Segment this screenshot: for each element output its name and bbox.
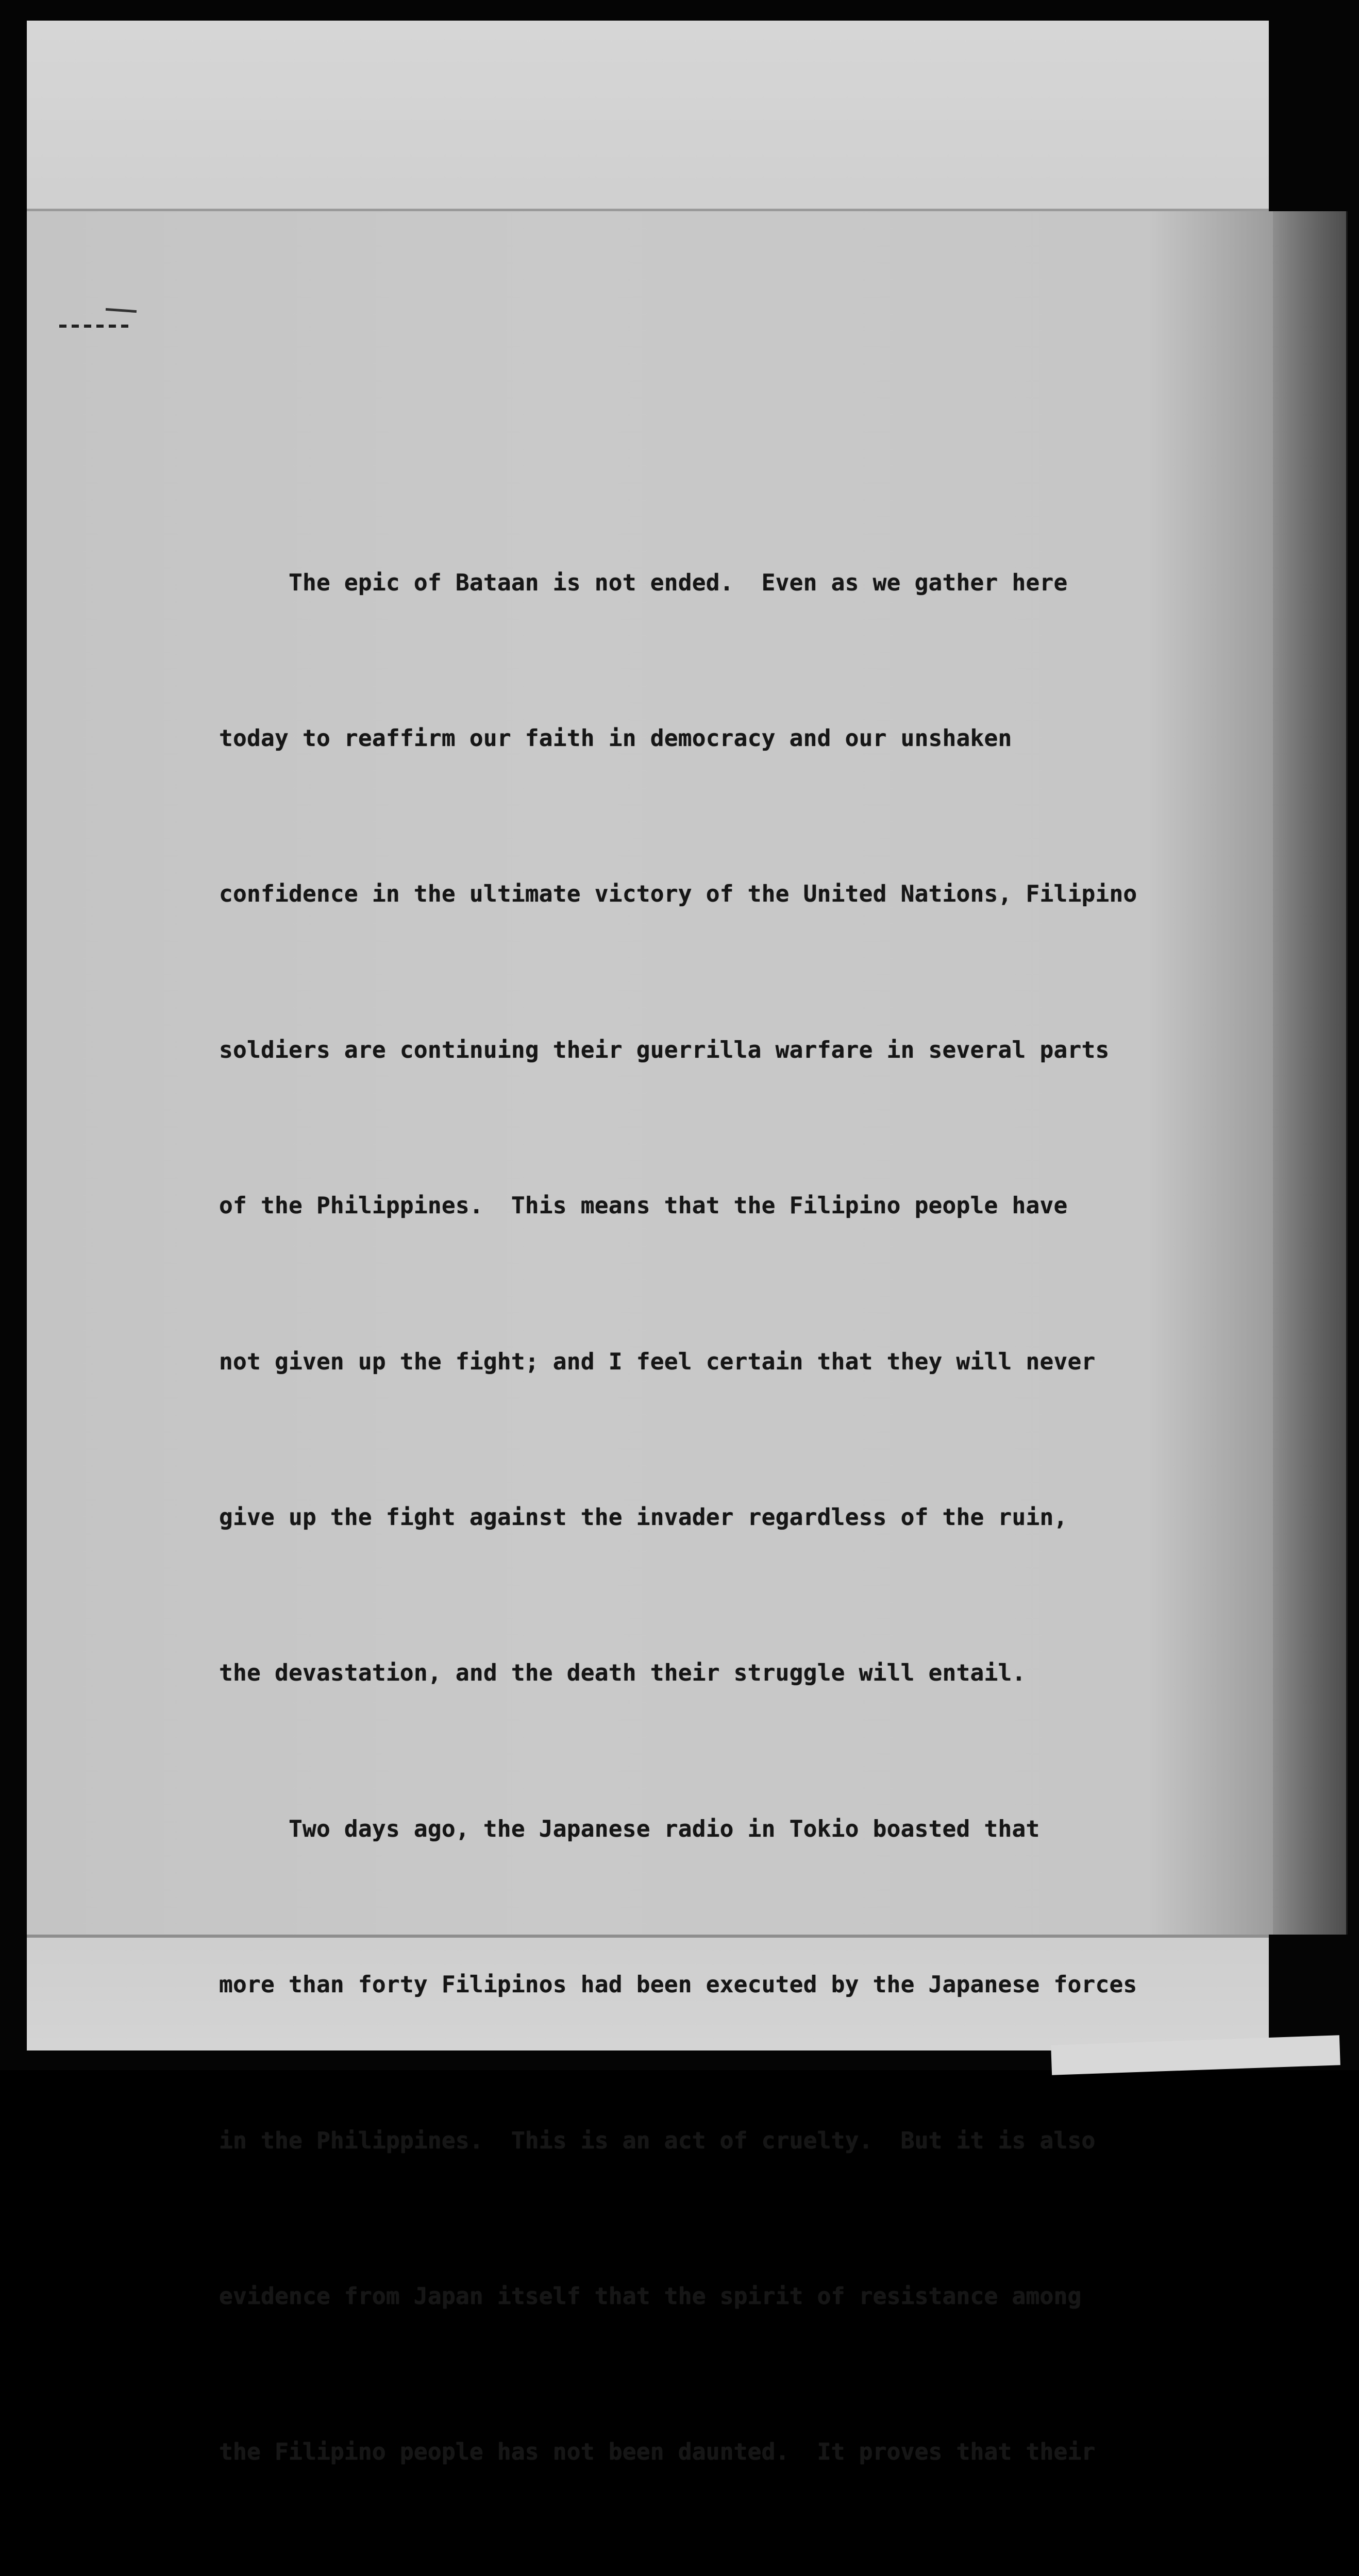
text-line: Two days ago, the Japanese radio in Tokio boasted that xyxy=(219,1816,1040,1842)
text-line: of the Philippines. This means that the Filipino people have xyxy=(219,1193,1068,1219)
text-line: confidence in the ultimate victory of the United Nations, Filipino xyxy=(219,881,1137,908)
text-line: more than forty Filipinos had been executed by the Japanese forces xyxy=(219,1972,1137,1998)
text-line: the devastation, and the death their struggle will entail. xyxy=(219,1660,1026,1687)
text-line: The epic of Bataan is not ended. Even as we gather here xyxy=(219,569,1068,596)
text-line: the Filipino people has not been daunted. It proves that their xyxy=(219,2439,1096,2466)
margin-dash xyxy=(106,308,137,313)
text-line: today to reaffirm our faith in democracy and our unshaken xyxy=(219,725,1012,752)
typed-text-body xyxy=(219,453,1260,2576)
text-line: evidence from Japan itself that the spirit of resistance among xyxy=(219,2283,1082,2310)
text-line: soldiers are continuing their guerrilla warfare in several parts xyxy=(219,1037,1110,1063)
text-line: in the Philippines. This is an act of cruelty. But it is also xyxy=(219,2127,1096,2154)
page-right-shadow xyxy=(1273,211,1348,1935)
margin-dots xyxy=(59,325,131,328)
margin-mark xyxy=(59,309,142,340)
text-line: give up the fight against the invader regardless of the ruin, xyxy=(219,1504,1068,1531)
text-line: not given up the fight; and I feel certain that they will never xyxy=(219,1348,1096,1375)
